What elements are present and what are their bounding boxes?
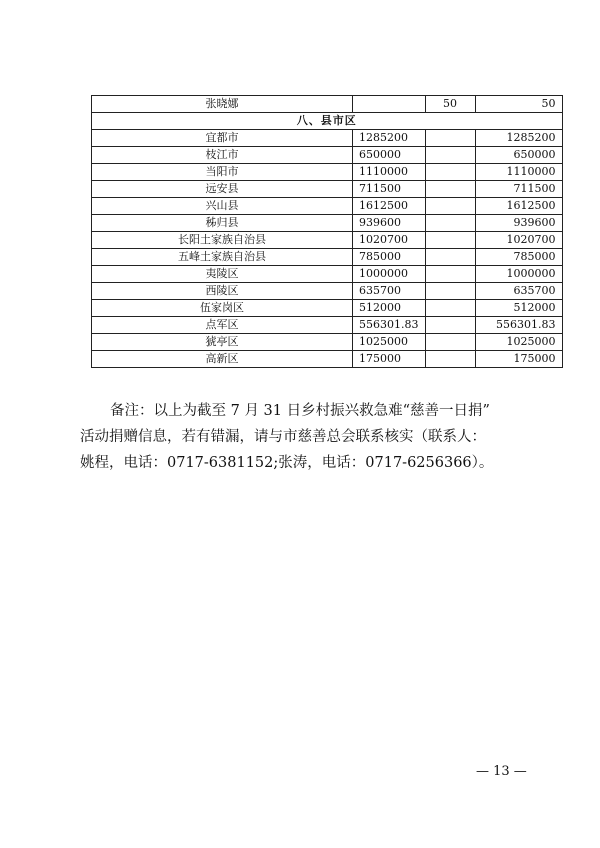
cell-name: 夷陵区	[92, 266, 353, 283]
cell-name: 伍家岗区	[92, 300, 353, 317]
cell-col-b	[425, 130, 475, 147]
cell-name: 高新区	[92, 351, 353, 368]
cell-col-b	[425, 198, 475, 215]
cell-col-b	[425, 334, 475, 351]
cell-name: 五峰土家族自治县	[92, 249, 353, 266]
cell-col-c: 512000	[475, 300, 562, 317]
cell-col-b	[425, 147, 475, 164]
table-row	[92, 283, 563, 300]
cell-col-c: 1285200	[475, 130, 562, 147]
table-row	[92, 96, 563, 113]
section-header-row	[92, 113, 563, 130]
cell-col-c: 175000	[475, 351, 562, 368]
cell-col-a: 1285200	[353, 130, 426, 147]
cell-name: 当阳市	[92, 164, 353, 181]
cell-col-b	[425, 317, 475, 334]
donation-table	[91, 95, 563, 368]
table-row	[92, 232, 563, 249]
page-number: — 13 —	[476, 764, 527, 779]
cell-col-b: 50	[425, 96, 475, 113]
cell-col-c: 939600	[475, 215, 562, 232]
cell-col-a: 1020700	[353, 232, 426, 249]
cell-col-a: 512000	[353, 300, 426, 317]
cell-col-b	[425, 266, 475, 283]
cell-col-b	[425, 300, 475, 317]
cell-col-a: 635700	[353, 283, 426, 300]
cell-name: 枝江市	[92, 147, 353, 164]
table-row	[92, 266, 563, 283]
table-row	[92, 300, 563, 317]
cell-name: 宜都市	[92, 130, 353, 147]
table-row	[92, 147, 563, 164]
cell-name: 张晓娜	[92, 96, 353, 113]
cell-col-a: 556301.83	[353, 317, 426, 334]
cell-col-c: 650000	[475, 147, 562, 164]
cell-col-a: 1025000	[353, 334, 426, 351]
cell-col-c: 50	[475, 96, 562, 113]
table-row	[92, 198, 563, 215]
cell-col-c: 785000	[475, 249, 562, 266]
cell-col-b	[425, 164, 475, 181]
remark-line-2: 活动捐赠信息，若有错漏，请与市慈善总会联系核实（联系人：	[80, 429, 486, 445]
remark-paragraph	[80, 398, 528, 476]
table-row	[92, 130, 563, 147]
cell-col-b	[425, 215, 475, 232]
cell-name: 西陵区	[92, 283, 353, 300]
cell-col-a: 175000	[353, 351, 426, 368]
cell-name: 点军区	[92, 317, 353, 334]
table-row	[92, 249, 563, 266]
cell-col-c: 711500	[475, 181, 562, 198]
cell-col-c: 1020700	[475, 232, 562, 249]
cell-name: 兴山县	[92, 198, 353, 215]
cell-col-b	[425, 283, 475, 300]
cell-col-c: 635700	[475, 283, 562, 300]
cell-col-a: 939600	[353, 215, 426, 232]
table-row	[92, 181, 563, 198]
cell-col-c: 1110000	[475, 164, 562, 181]
cell-name: 猇亭区	[92, 334, 353, 351]
cell-name: 秭归县	[92, 215, 353, 232]
cell-col-c: 1000000	[475, 266, 562, 283]
table-row	[92, 317, 563, 334]
remark-line-3: 姚程，电话：0717-6381152;张涛，电话：0717-6256366）。	[80, 455, 494, 471]
remark-line-1: 备注：以上为截至 7 月 31 日乡村振兴救急难“慈善一日捐”	[110, 403, 490, 419]
cell-col-a: 1000000	[353, 266, 426, 283]
cell-col-c: 1025000	[475, 334, 562, 351]
table-row	[92, 334, 563, 351]
table-row	[92, 164, 563, 181]
cell-col-b	[425, 351, 475, 368]
section-title: 八、县市区	[92, 113, 563, 130]
cell-col-b	[425, 232, 475, 249]
cell-col-a: 711500	[353, 181, 426, 198]
cell-col-b	[425, 181, 475, 198]
cell-col-a: 1110000	[353, 164, 426, 181]
cell-name: 长阳土家族自治县	[92, 232, 353, 249]
cell-col-a	[353, 96, 426, 113]
table-row	[92, 215, 563, 232]
table-row	[92, 351, 563, 368]
cell-name: 远安县	[92, 181, 353, 198]
cell-col-a: 650000	[353, 147, 426, 164]
cell-col-a: 785000	[353, 249, 426, 266]
cell-col-a: 1612500	[353, 198, 426, 215]
cell-col-b	[425, 249, 475, 266]
cell-col-c: 556301.83	[475, 317, 562, 334]
cell-col-c: 1612500	[475, 198, 562, 215]
